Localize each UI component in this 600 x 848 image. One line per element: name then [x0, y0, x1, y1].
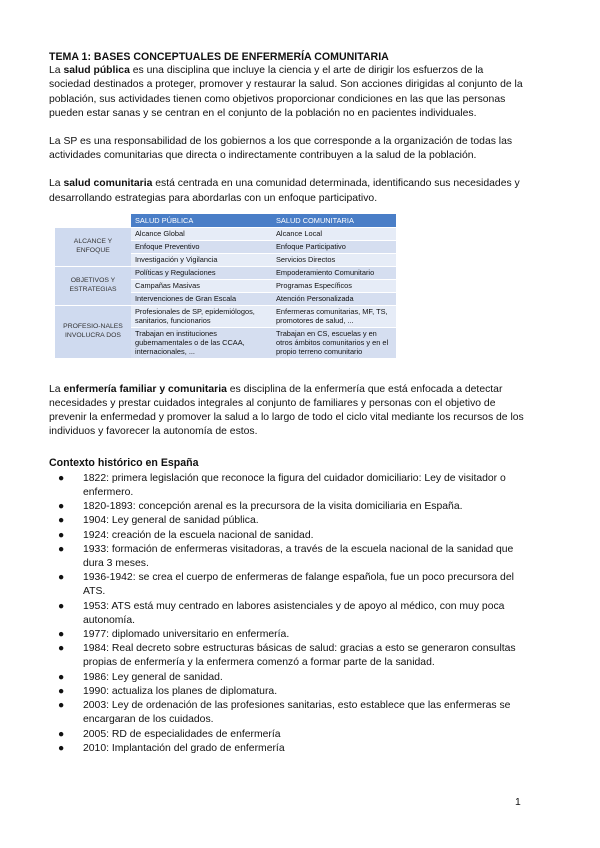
list-item-text: 1924: creación de la escuela nacional de sanidad. — [83, 529, 314, 541]
table-cell: Campañas Masivas — [131, 279, 272, 292]
list-item-text: 1822: primera legislación que reconoce la figura del cuidador domiciliario: Ley de visitador o enfermero. — [83, 472, 506, 499]
table-cell: Enfoque Preventivo — [131, 240, 272, 253]
table-cell: Enfoque Participativo — [272, 240, 396, 253]
table-cell: Programas Específicos — [272, 279, 396, 292]
list-item-text: 1820-1893: concepción arenal es la precursora de la visita domiciliaria en España. — [83, 501, 463, 513]
table-cell: Atención Personalizada — [272, 292, 396, 305]
bullet-icon: ● — [58, 543, 65, 555]
table-cell: Intervenciones de Gran Escala — [131, 292, 272, 305]
p3-pre: La — [49, 178, 64, 190]
term-salud-comunitaria: salud comunitaria — [63, 178, 153, 190]
section-heading-historia: Contexto histórico en España — [49, 456, 199, 469]
list-item-text: 2003: Ley de ordenación de las profesiones sanitarias, esto establece que las enfermeras se encargaran de los cuidados. — [83, 700, 511, 726]
list-item — [49, 628, 527, 642]
bullet-icon: ● — [58, 671, 65, 683]
table-header-salud-comunitaria: SALUD COMUNITARIA — [272, 214, 396, 228]
p1-post: es una disciplina que incluye la ciencia y el arte de dirigir los esfuerzos de la sociedad destinados a proteger, promover y restaurar la salud. Son acciones dirigidas al conjunto de la población, sus actividades tienen como objetivos proporcionar condiciones en las que las personas pueden estar sanas y se centran en el conjunto de la población no en pacientes individuales. — [49, 65, 523, 119]
paragraph-sp-gobiernos: La SP es una responsabilidad de los gobiernos a los que corresponde a la organización de todas las actividades comunitarias que directa o indirectamente contribuyen a la salud de la población. — [49, 136, 513, 162]
table-cell: Políticas y Regulaciones — [131, 266, 272, 279]
paragraph-salud-publica — [49, 64, 527, 121]
list-item — [49, 685, 527, 699]
list-item — [49, 671, 527, 685]
bullet-icon: ● — [58, 742, 65, 754]
list-item — [49, 472, 527, 500]
list-item-text: 1986: Ley general de sanidad. — [83, 671, 223, 683]
page-number: 1 — [515, 797, 521, 808]
list-item-text: 1953: ATS está muy centrado en labores asistenciales y de apoyo al médico, con muy poca autonomía. — [83, 600, 505, 626]
list-item-text: 1933: formación de enfermeras visitadoras, a través de la escuela nacional de la sanidad que dura 3 meses. — [83, 543, 514, 570]
bullet-icon: ● — [58, 515, 65, 527]
list-item-text: 1977: diplomado universitario en enfermería. — [83, 629, 290, 641]
table-category: OBJETIVOS Y ESTRATEGIAS — [55, 266, 131, 305]
table-category: PROFESIO-NALES INVOLUCRA DOS — [55, 305, 131, 358]
table-cell: Empoderamiento Comunitario — [272, 266, 396, 279]
list-item — [49, 728, 527, 742]
page-title: TEMA 1: BASES CONCEPTUALES DE ENFERMERÍA COMUNITARIA — [49, 51, 389, 63]
list-item — [49, 742, 527, 756]
p1-pre: La — [49, 65, 64, 77]
table-header-row — [55, 214, 396, 228]
list-item — [49, 529, 527, 543]
bullet-icon: ● — [58, 700, 65, 712]
table-row — [55, 227, 396, 240]
bullet-icon: ● — [58, 501, 65, 513]
list-item — [49, 699, 527, 727]
bullet-icon: ● — [58, 600, 65, 612]
table-cell: Trabajan en CS, escuelas y en otros ámbitos comunitarios y en el propio terreno comunitario — [272, 327, 396, 358]
list-item-text: 2005: RD de especialidades de enfermería — [83, 728, 281, 740]
table-cell: Profesionales de SP, epidemiólogos, sanitarios, funcionarios — [131, 305, 272, 327]
table-category: ALCANCE Y ENFOQUE — [55, 227, 131, 266]
list-item — [49, 571, 527, 599]
list-item-text: 1990: actualiza los planes de diplomatura. — [83, 685, 278, 697]
table-row — [55, 266, 396, 279]
comparison-table — [55, 214, 396, 359]
list-item-text: 1904: Ley general de sanidad pública. — [83, 515, 259, 527]
p4-post: es disciplina de la enfermería que está enfocada a detectar necesidades y prestar cuidados integrales al conjunto de familiares y personas con el objetivo de prevenir la enfermedad y promover la salud a lo largo de todo el ciclo vital mediante los recursos de los individuos y favorecer la autonomía de estos. — [49, 383, 524, 438]
table-header-blank — [55, 214, 131, 228]
list-item-text: 1984: Real decreto sobre estructuras básicas de salud: gracias a esto se generaron consultas propias de enfermería y la enfermera comenzó a formar parte de la sanidad. — [83, 643, 516, 669]
history-list — [49, 472, 527, 756]
bullet-icon: ● — [58, 572, 65, 584]
bullet-icon: ● — [58, 629, 65, 641]
bullet-icon: ● — [58, 643, 65, 655]
table-cell: Alcance Global — [131, 227, 272, 240]
list-item — [49, 500, 527, 514]
table-cell: Alcance Local — [272, 227, 396, 240]
p4-pre: La — [49, 383, 64, 395]
term-enfermeria-familiar: enfermería familiar y comunitaria — [63, 383, 227, 395]
table-header-salud-publica: SALUD PÚBLICA — [131, 214, 272, 228]
document-page — [49, 50, 527, 756]
list-item — [49, 600, 527, 628]
paragraph-enfermeria-familiar — [49, 383, 527, 440]
bullet-icon: ● — [58, 529, 65, 541]
p3-post: está centrada en una comunidad determinada, identificando sus necesidades y desarrollando estrategias para abordarlas con un enfoque participativo. — [49, 178, 520, 204]
bullet-icon: ● — [58, 728, 65, 740]
paragraph-salud-comunitaria — [49, 177, 527, 205]
table-cell: Servicios Directos — [272, 253, 396, 266]
table-cell: Investigación y Vigilancia — [131, 253, 272, 266]
table-cell: Trabajan en instituciones gubernamentales o de las CCAA, internacionales, ... — [131, 327, 272, 358]
bullet-icon: ● — [58, 472, 65, 484]
bullet-icon: ● — [58, 685, 65, 697]
table-row — [55, 305, 396, 327]
term-salud-publica: salud pública — [63, 65, 130, 77]
list-item-text: 1936-1942: se crea el cuerpo de enfermeras de falange española, fue un poco precursora del ATS. — [83, 572, 514, 598]
list-item — [49, 514, 527, 528]
list-item-text: 2010: Implantación del grado de enfermería — [83, 742, 285, 754]
list-item — [49, 642, 527, 670]
table-cell: Enfermeras comunitarias, MF, TS, promotores de salud, ... — [272, 305, 396, 327]
list-item — [49, 543, 527, 571]
